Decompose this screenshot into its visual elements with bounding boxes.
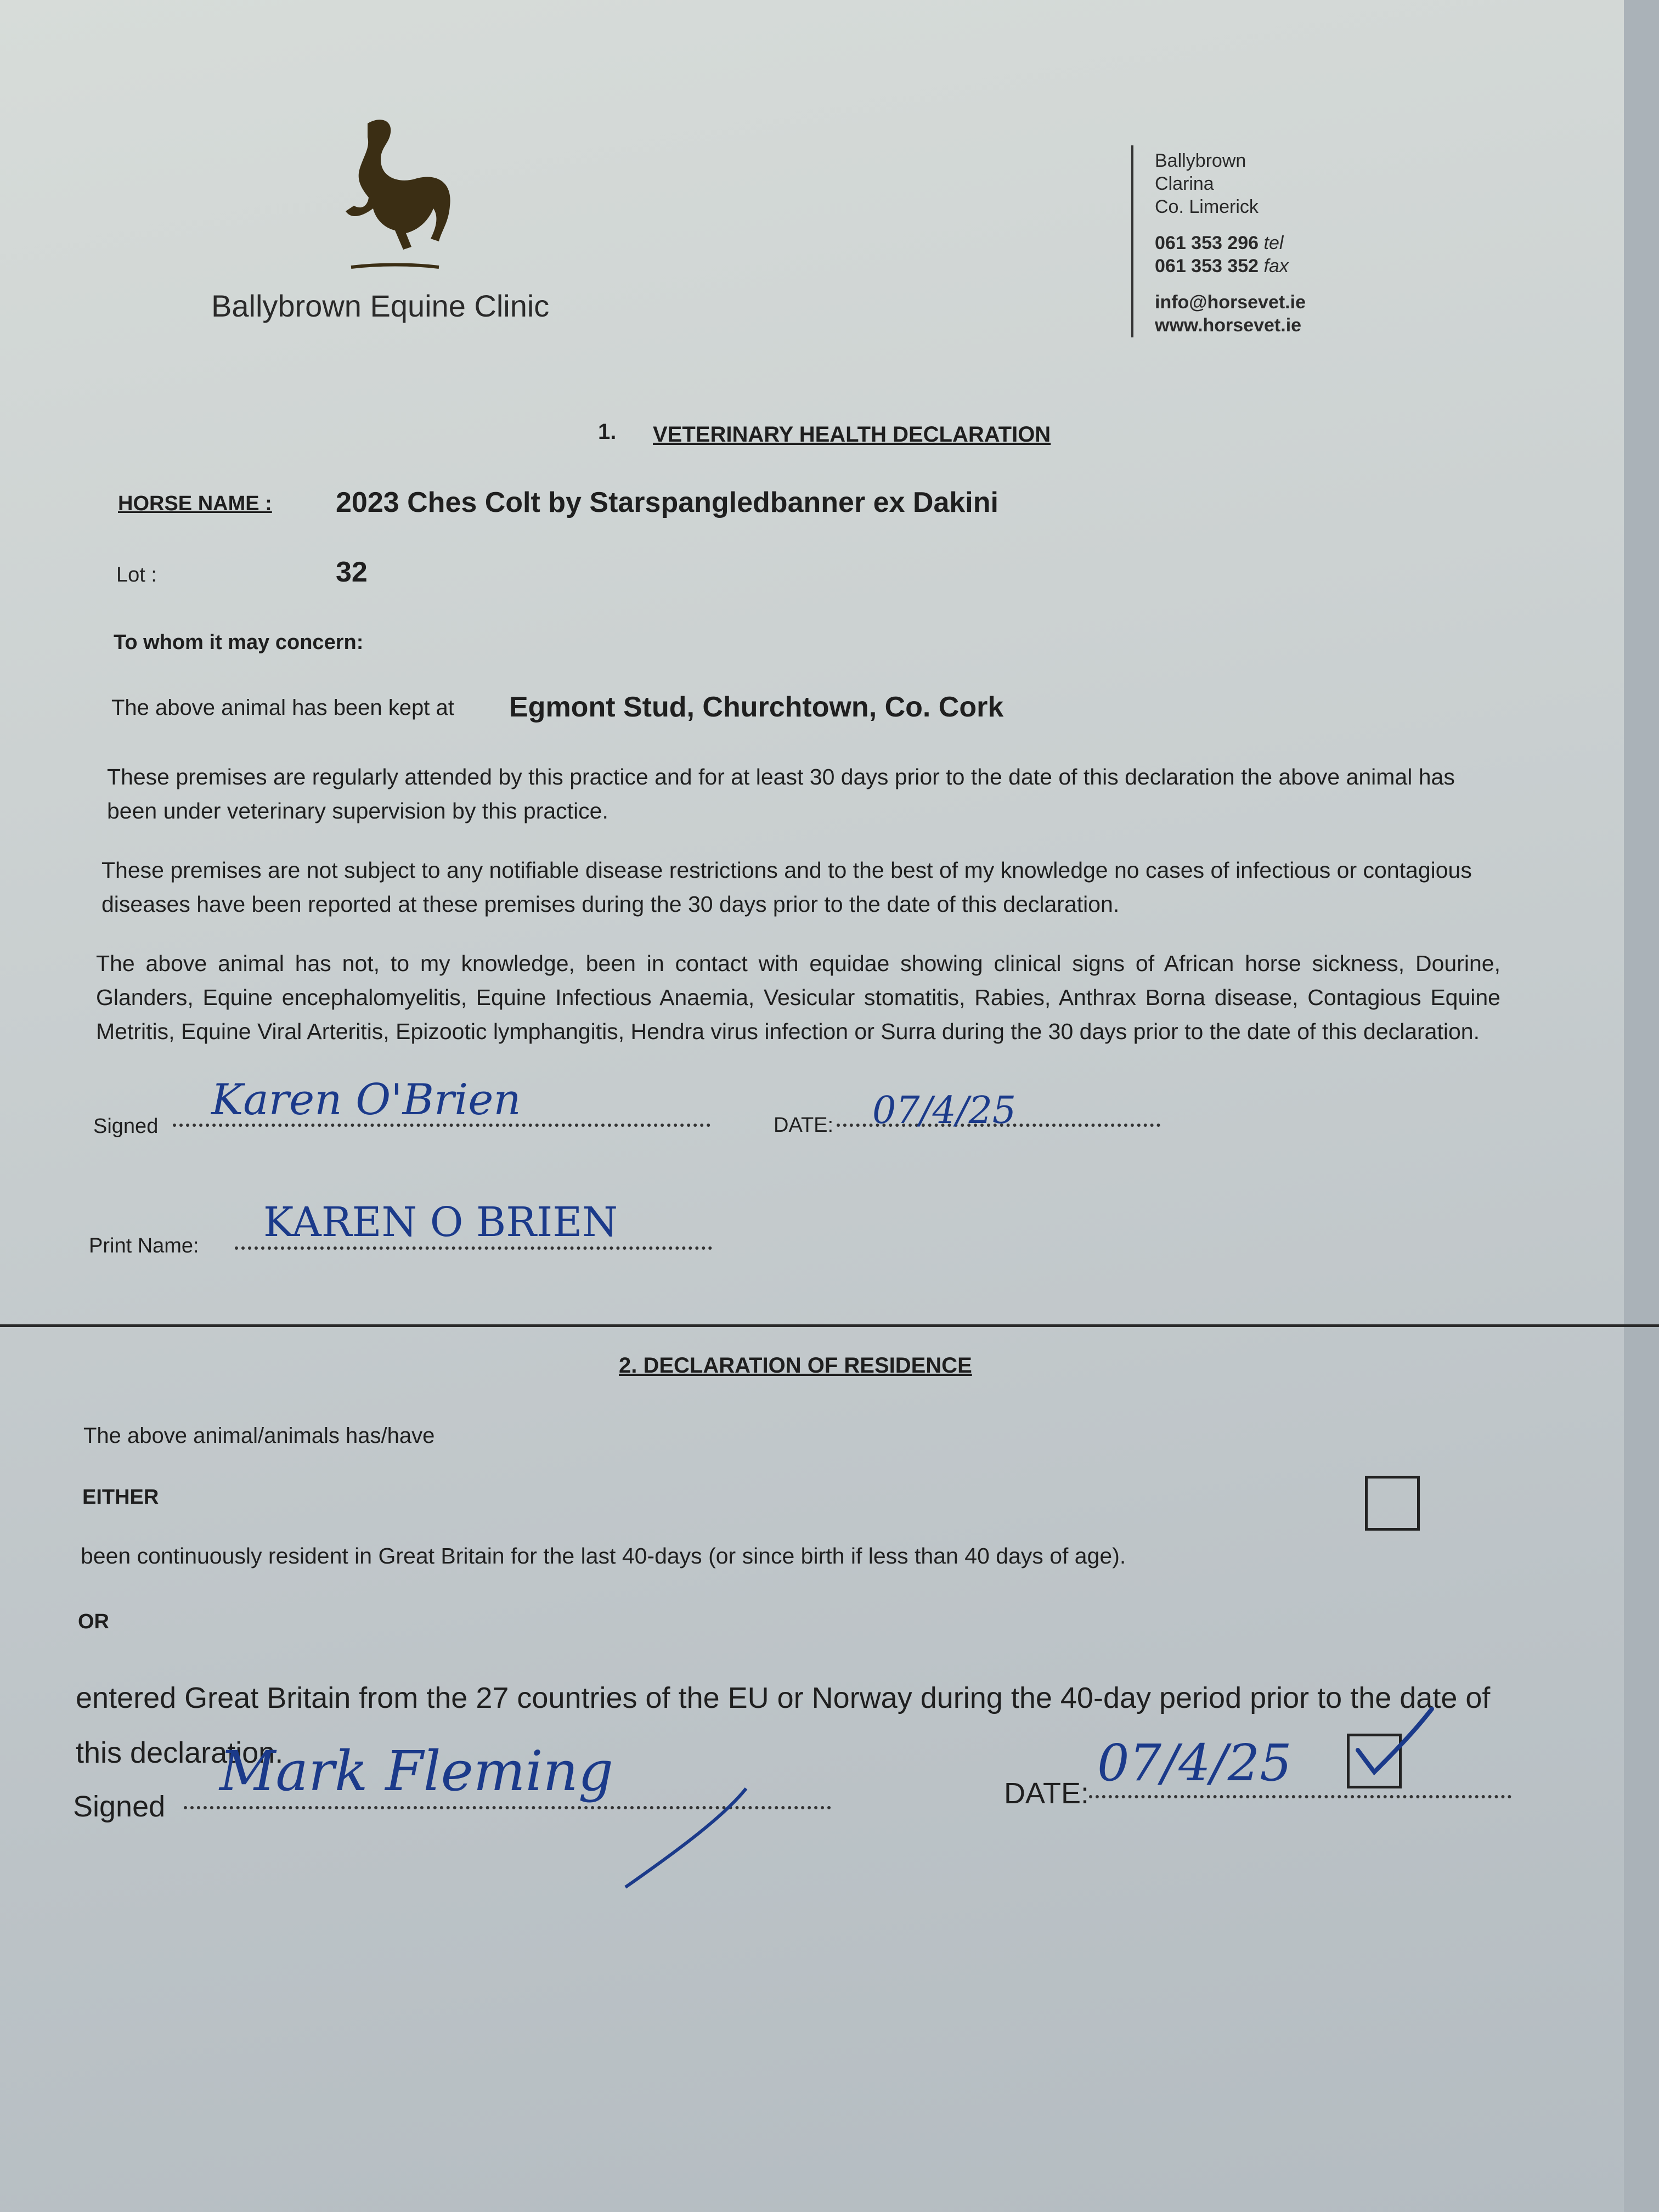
address-block xyxy=(1155,149,1306,337)
print-name-value: KAREN O BRIEN xyxy=(263,1199,618,1246)
print-name-line xyxy=(235,1246,712,1250)
lot-label: Lot : xyxy=(116,563,157,586)
section2-date-line xyxy=(1089,1795,1511,1798)
tel-line xyxy=(1155,232,1306,255)
checkmark-icon xyxy=(1347,1706,1435,1783)
page-edge-shadow xyxy=(1624,0,1659,2212)
horse-name-label: HORSE NAME : xyxy=(118,492,272,515)
section2-signed-label: Signed xyxy=(73,1790,166,1823)
section1-signature: Karen O'Brien xyxy=(211,1075,521,1125)
kept-at-premises: Egmont Stud, Churchtown, Co. Cork xyxy=(509,691,1004,723)
section2-date: 07/4/25 xyxy=(1097,1734,1292,1792)
option1-checkbox[interactable] xyxy=(1365,1476,1420,1531)
horse-name-value: 2023 Ches Colt by Starspangledbanner ex Dakini xyxy=(336,487,998,518)
fax-number: 061 353 352 xyxy=(1155,256,1259,276)
section2-date-label: DATE: xyxy=(1004,1777,1090,1810)
option2-text: entered Great Britain from the 27 countries of the EU or Norway during the 40-day period prior to the date of this declaration. xyxy=(76,1681,1491,1769)
address-line-3: Co. Limerick xyxy=(1155,196,1259,217)
section1-number: 1. xyxy=(598,420,617,444)
signature-flourish xyxy=(614,1783,757,1893)
kept-at-prefix: The above animal has been kept at xyxy=(111,696,454,720)
supervision-paragraph: These premises are regularly attended by this practice and for at least 30 days prior to the date of this declaration the above animal has been under veterinary supervision by this practice. xyxy=(107,764,1455,823)
lot-value: 32 xyxy=(336,556,368,588)
clinic-name: Ballybrown Equine Clinic xyxy=(211,289,550,323)
section1-date: 07/4/25 xyxy=(872,1089,1017,1132)
section1-signed-label: Signed xyxy=(93,1115,159,1138)
horse-logo-icon xyxy=(329,112,461,272)
section1-date-label: DATE: xyxy=(774,1114,834,1137)
section2-signature: Mark Fleming xyxy=(219,1739,613,1803)
print-name-label: Print Name: xyxy=(89,1234,199,1257)
option1-text: been continuously resident in Great Britain for the last 40-days (or since birth if less than 40 days of age). xyxy=(81,1543,1126,1568)
address-divider xyxy=(1131,145,1133,337)
section-divider xyxy=(0,1324,1659,1327)
tel-number: 061 353 296 xyxy=(1155,233,1259,253)
address-line-1: Ballybrown xyxy=(1155,150,1246,171)
fax-line xyxy=(1155,255,1306,278)
website-link[interactable]: www.horsevet.ie xyxy=(1155,315,1302,336)
fax-label: fax xyxy=(1263,256,1289,276)
restrictions-paragraph: These premises are not subject to any notifiable disease restrictions and to the best of my knowledge no cases of infectious or contagious diseases have been reported at these premises during the 30 days prior to the date of this declaration. xyxy=(101,857,1472,917)
residence-intro: The above animal/animals has/have xyxy=(83,1424,435,1448)
either-label: EITHER xyxy=(82,1486,159,1509)
email-link[interactable]: info@horsevet.ie xyxy=(1155,292,1306,313)
section2-title: 2. DECLARATION OF RESIDENCE xyxy=(619,1353,972,1378)
tel-label: tel xyxy=(1263,233,1284,253)
or-label: OR xyxy=(78,1610,109,1633)
section1-title: VETERINARY HEALTH DECLARATION xyxy=(653,422,1051,447)
disease-contact-paragraph: The above animal has not, to my knowledge, been in contact with equidae showing clinical signs of African horse sickness, Dourine, Glanders, Equine encephalomyelitis, Equine Infectious Anaemia, Vesicular stomatitis, Rabies, Anthrax Borna disease, Contagious Equine Metritis, Equine Viral Arteritis, Epizootic lymphangitis, Hendra virus infection or Surra during the 30 days prior to the date of this declaration. xyxy=(96,951,1500,1044)
address-line-2: Clarina xyxy=(1155,173,1214,194)
salutation: To whom it may concern: xyxy=(114,631,364,654)
